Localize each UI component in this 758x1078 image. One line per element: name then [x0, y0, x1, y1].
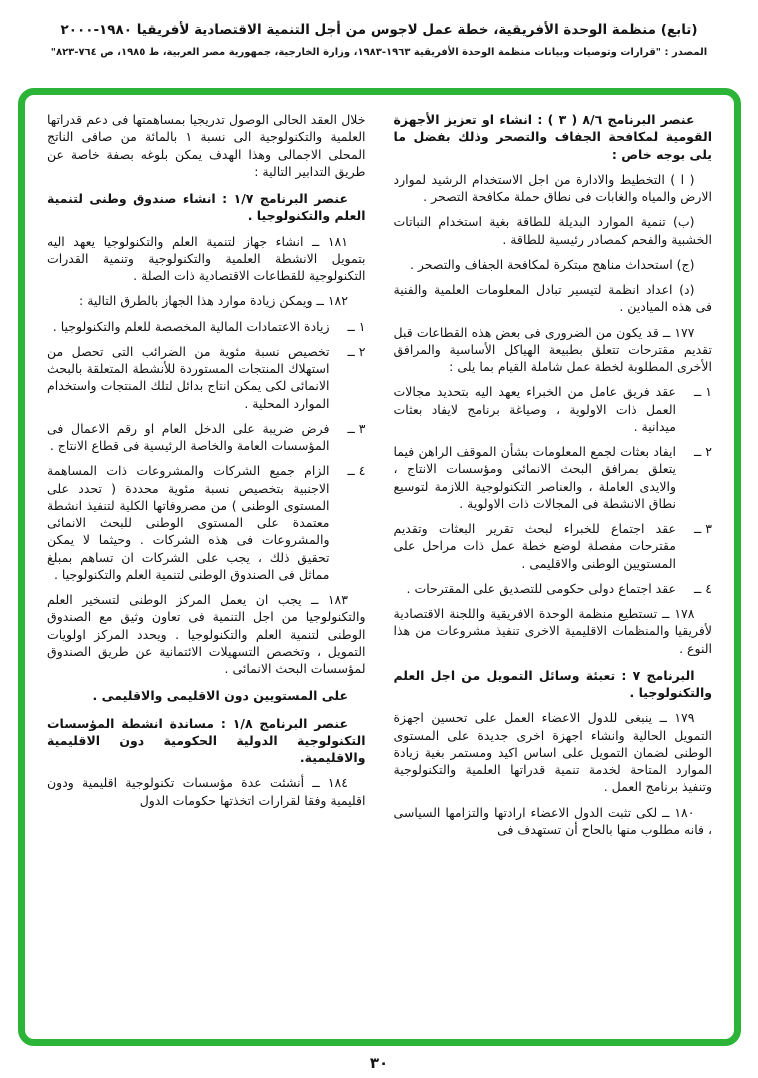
program-element-8-1-heading: عنصر البرنامج ١/٨ : مساندة انشطة المؤسسات التكنولوجية الدولية الحكومية دون الاقليمية والاقليمية.: [47, 715, 366, 765]
document-title: (تابع) منظمة الوحدة الأفريقية، خطة عمل لاجوس من أجل التنمية الاقتصادية لأفريقيا ١٩٨٠-٢٠٠٠: [60, 22, 698, 38]
sub-item-b: (ب) تنمية الموارد البديلة للطاقة بغية استخدام النباتات الخشبية والفحم كمصادر رئيسية للطاقة .: [393, 214, 712, 247]
sub-item-d: (د) اعداد انظمة لتيسير تبادل المعلومات العلمية والفنية فى هذه الميادين .: [393, 282, 712, 315]
program-element-6-8-heading: عنصر البرنامج ٨/٦ ( ٣ ) : انشاء او تعزيز الأجهزة القومية لمكافحة الجفاف والتصحر وذلك بفضل ما يلى بوجه خاص :: [393, 112, 712, 162]
item-number: ٤ ــ: [693, 580, 712, 596]
item-number: ٢ ــ: [693, 444, 712, 459]
levels-heading: على المستويين دون الاقليمى والاقليمى .: [92, 688, 348, 704]
paragraph-177: ١٧٧ ــ قد يكون من الضرورى فى بعض هذه القطاعات قبل تقديم مقترحات تتعلق بطبيعة الهياكل الأساسية والمرافق الأخرى المطلوبة لخطة عمل شاملة القيام بما يلى :: [393, 324, 712, 374]
page-header: [0, 0, 758, 58]
program-7-heading: البرنامج ٧ : تعبئة وسائل التمويل من اجل العلم والتكنولوجيا .: [393, 667, 712, 700]
content-frame: [18, 88, 741, 1046]
item-text: الزام جميع الشركات والمشروعات ذات المساهمة الاجنبية بتخصيص نسبة مئوية محددة ( تحدد على المستوى الوطنى ) من مصروفاتها الكلية لتنفيذ انشطة معتمدة على المستوى الوطنى للبحث الانمائى والمشروعات فى هذه الشركات . وحيثما لا يمكن تحقيق ذلك ، يجب على الشركات ان تساهم بمبلغ مماثل فى الصندوق الوطنى لتنمية العلم والتكنولوجيا .: [47, 463, 330, 582]
item-number: ٤ ــ: [347, 463, 366, 479]
item-text: عقد اجتماع للخبراء لبحث تقرير البعثات وتقديم مقترحات مفصلة لوضع خطة عمل ذات مراحل على المستويين الوطنى والاقليمى .: [393, 521, 676, 571]
paragraph-184: ١٨٤ ــ أنشئت عدة مؤسسات تكنولوجية اقليمية ودون اقليمية وفقا لقرارات اتخذتها حكومات الدول: [47, 775, 366, 808]
item-number: ٣ ــ: [347, 420, 366, 436]
sub-item-c: (ج) استحداث مناهج مبتكرة لمكافحة الجفاف والتصحر .: [409, 256, 695, 272]
item-text: تخصيص نسبة مئوية من الضرائب التى تحصل من استهلاك المنتجات المستوردة للأنشطة المتعلقة بالبحث الانمائى لكى يمكن انتاج بدائل لتلك المنتجات واستخدام الموارد المحلية .: [47, 343, 330, 411]
item-text: عقد اجتماع دولى حكومى للتصديق على المقترحات .: [406, 580, 676, 596]
list-item: [394, 443, 713, 512]
sub-item-a: ( ا ) التخطيط والادارة من اجل الاستخدام الرشيد لموارد الارض والمياه والغابات فى نطاق حملة مكافحة التصحر .: [393, 171, 712, 204]
source-line: المصدر : "قرارات وتوصيات وبيانات منظمة الوحدة الأفريقية ١٩٦٣-١٩٨٣، وزارة الخارجية، جمهورية مصر العربية، ط ١٩٨٥، ص ٧٦٤-٨٢٣": [50, 46, 708, 58]
list-item: [394, 383, 713, 435]
paragraph-182: ١٨٢ ــ ويمكن زيادة موارد هذا الجهاز بالطرق التالية :: [79, 293, 348, 309]
item-number: ١ ــ: [693, 384, 712, 400]
item-text: فرض ضريبة على الدخل العام او رقم الاعمال فى المؤسسات العامة والخاصة الرئيسية فى قطاع الانتاج .: [47, 420, 330, 453]
list-item: [47, 420, 366, 455]
column-right: [394, 111, 713, 1031]
column-left: [47, 111, 366, 1031]
list-item: [47, 343, 366, 412]
item-number: ٣ ــ: [693, 521, 712, 536]
paragraph-178: ١٧٨ ــ تستطيع منظمة الوحدة الافريقية واللجنة الاقتصادية لأفريقيا والمنظمات الاقليمية الاخرى تنفيذ مشروعات من هذا النوع .: [393, 606, 712, 656]
paragraph-183: ١٨٣ ــ يجب ان يعمل المركز الوطنى لتسخير العلم والتكنولوجيا من اجل التنمية فى تعاون وثيق مع الصندوق الوطنى لتنمية العلم والتكنولوجيا . ويحدد المركز اولويات التمويل ، وتخصص التسهيلات الائتمانية عن طريق الصندوق لمؤسسات البحث الانمائى .: [47, 592, 366, 676]
item-number: ١ ــ: [347, 318, 366, 334]
list-item: [47, 462, 366, 583]
program-element-7-1-heading: عنصر البرنامج ١/٧ : انشاء صندوق وطنى لتنمية العلم والتكنولوجيا .: [47, 191, 366, 224]
item-number: ٢ ــ: [347, 343, 366, 359]
list-item: [394, 520, 713, 572]
paragraph-181: ١٨١ ــ انشاء جهاز لتنمية العلم والتكنولوجيا يعهد اليه بتمويل الانشطة العلمية والتكنولوجية وتنمية القدرات التكنولوجية للقطاعات الاقتصادية ذات الصلة .: [47, 233, 366, 283]
paragraph-180: ١٨٠ ــ لكى تثبت الدول الاعضاء ارادتها والتزامها السياسى ، فانه مطلوب منها بالحاح أن تستهدف فى: [393, 804, 712, 837]
item-text: عقد فريق عامل من الخبراء يعهد اليه بتحديد مجالات العمل ذات الاولوية ، وصياغة برنامج لايفاد بعثات ميدانية .: [393, 384, 676, 434]
two-column-layout: [47, 111, 712, 1031]
list-item: [47, 318, 366, 335]
item-text: ايفاد بعثات لجمع المعلومات بشأن الموقف الراهن فيما يتعلق بمرافق البحث الانمائى ومؤسسات الانتاج ، والايدى العاملة ، والعناصر التكنولوجية اللازمة لتوسيع نطاق الانشطة فى المجالات ذات الاولوية .: [393, 444, 676, 511]
paragraph-179: ١٧٩ ــ ينبغى للدول الاعضاء العمل على تحسين اجهزة التمويل الحالية وانشاء اجهزة اخرى جديدة على المستوى الوطنى لضمان التمويل على اساس اكيد ومستمر بغية زيادة الموارد المتاحة لخدمة تنمية قدراتها العلمية والتكنولوجية وتنفيذ برنامج العمل .: [393, 710, 712, 795]
continuation-paragraph: خلال العقد الحالى الوصول تدريجيا بمساهمتها فى دعم قدراتها العلمية والتكنولوجية الى نسبة ١ بالمائة من صافى الناتج المحلى الاجمالى وهذا الهدف يمكن بلوغه بصفة خاصة عن طريق التدابير التالية :: [47, 112, 366, 179]
page-number: ٣٠: [369, 1054, 389, 1072]
item-text: زيادة الاعتمادات المالية المخصصة للعلم والتكنولوجيا .: [52, 318, 330, 334]
list-item: [394, 580, 713, 597]
